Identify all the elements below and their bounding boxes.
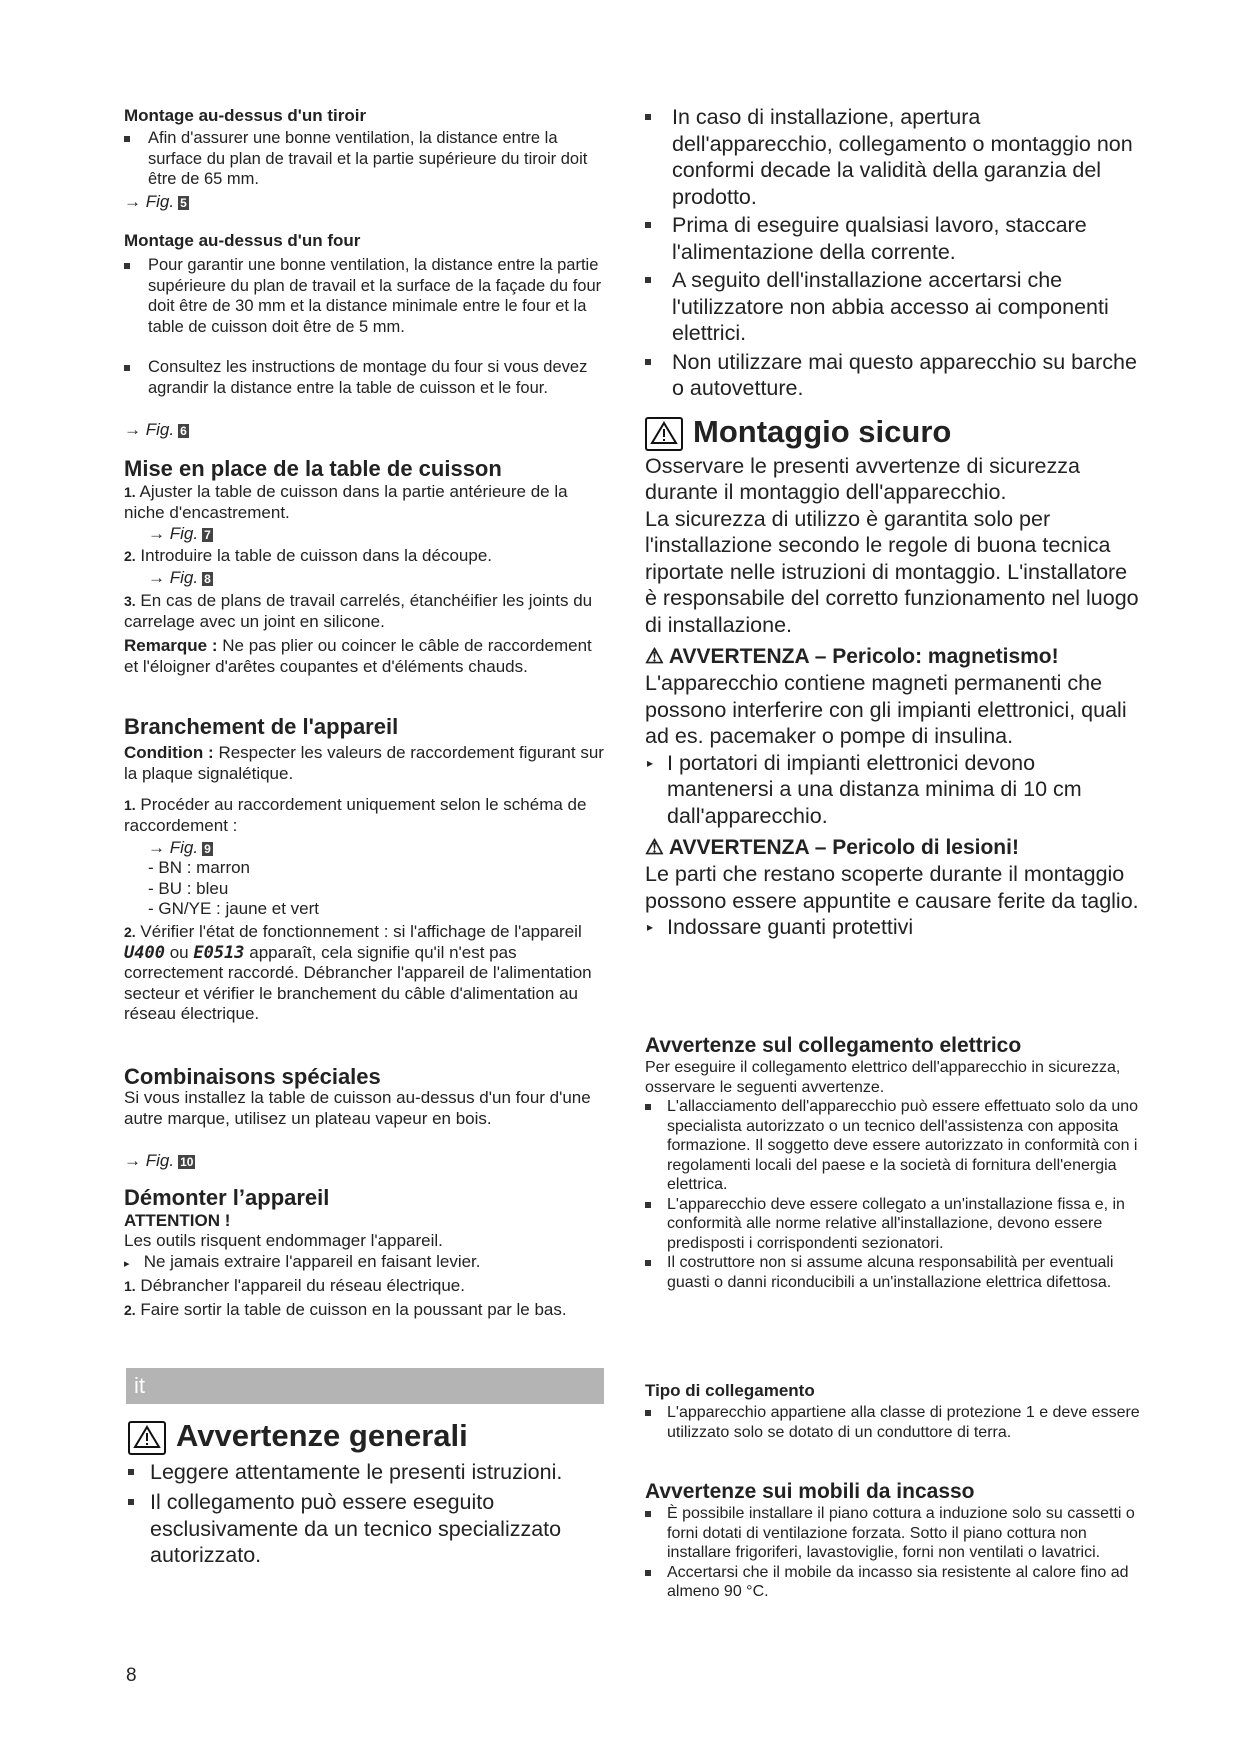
section-title: Avvertenze generali <box>128 1418 604 1455</box>
warning-icon <box>128 1421 166 1455</box>
section-title: Tipo di collegamento <box>645 1381 815 1400</box>
section-title: Mise en place de la table de cuisson <box>124 456 502 481</box>
paragraph: Per eseguire il collegamento elettrico dell'apparecchio in sicurezza, osservare le seguenti avvertenze. <box>645 1059 1121 1096</box>
bullet-item: Non utilizzare mai questo apparecchio su barche o autovetture. <box>645 349 1145 402</box>
language-bar <box>126 1368 604 1404</box>
bullet-item: È possibile installare il piano cottura a induzione solo su cassetti o forni dotati di ventilazione forzata. Sotto il piano cottura non installare frigoriferi, lavastoviglie, forni non ventilati o lavatrici. <box>645 1504 1140 1563</box>
attention-label: ATTENTION ! <box>124 1211 231 1230</box>
fig-ref: → Fig. 10 <box>124 1151 194 1170</box>
bullet-item: L'allacciamento dell'apparecchio può essere effettuato solo da uno specialista autorizzato o un tecnico dell'assistenza con apposita formazione. Il soggetto deve essere autorizzato in conformità con i regolamenti locali del paese e la società di fornitura dell'energia elettrica. <box>645 1097 1140 1195</box>
paragraph: Osservare le presenti avvertenze di sicurezza durante il montaggio dell'apparecchio. <box>645 453 1080 505</box>
warning-triangle-icon: ⚠ <box>645 836 664 860</box>
bullet-item: Il collegamento può essere eseguito esclusivamente da un tecnico specializzato autorizzato. <box>128 1489 604 1569</box>
bullet-item: Pour garantir une bonne ventilation, la distance entre la partie supérieure du plan de travail et la surface de la façade du four doit être de 30 mm et la distance minimale entre le four et la table de cuisson doit être de 5 mm. <box>124 255 604 337</box>
page-number: 8 <box>126 1665 137 1686</box>
wire-color: - BU : bleu <box>148 879 229 898</box>
fig-ref: → Fig. 7 <box>148 524 211 543</box>
section-title: Montage au-dessus d'un four <box>124 231 361 250</box>
it-section <box>128 1418 604 1569</box>
warning-heading: ⚠ AVVERTENZA – Pericolo di lesioni! <box>645 836 1019 860</box>
section-title: Branchement de l'appareil <box>124 714 399 739</box>
bullet-item: Afin d'assurer une bonne ventilation, la distance entre la surface du plan de travail et la partie supérieure du tiroir doit être de 65 mm. <box>124 128 604 190</box>
fig-ref: → Fig. 9 <box>148 838 211 857</box>
note: Remarque : Ne pas plier ou coincer le câble de raccordement et l'éloigner d'arêtes coupantes et d'éléments chauds. <box>124 636 592 676</box>
arrow-icon: ▸ <box>647 920 654 935</box>
action-item: ▸ Indossare guanti protettivi <box>647 915 914 940</box>
bullet-item: A seguito dell'installazione accertarsi che l'utilizzatore non abbia accesso ai componenti elettrici. <box>645 267 1145 347</box>
list-item: 1. Procéder au raccordement uniquement selon le schéma de raccordement : <box>124 795 587 835</box>
list-item: 2. Introduire la table de cuisson dans la découpe. <box>124 546 492 565</box>
paragraph: La sicurezza di utilizzo è garantita solo per l'installazione secondo le regole di buona tecnica riportate nelle istruzioni di montaggio. L'installatore è responsabile del corretto funzionamento nel luogo di installazione. <box>645 506 1139 637</box>
list-item: 1. Débrancher l'appareil du réseau électrique. <box>124 1276 465 1295</box>
display-code: U400 <box>124 942 165 963</box>
section-title: Démonter l’appareil <box>124 1185 330 1210</box>
electric-section <box>645 1034 1140 1292</box>
paragraph: Le parti che restano scoperte durante il montaggio possono essere appuntite e causare ferite da taglio. <box>645 862 1139 913</box>
list-item: 2. Vérifier l'état de fonctionnement : si l'affichage de l'appareil U400 ou E0513 apparaît, cela signifie qu'il n'est pas correctement raccordé. Débrancher l'appareil de l'alimentation secteur et vérifier le branchement du câble d'alimentation au réseau électrique. <box>124 922 592 1023</box>
list-item: 3. En cas de plans de travail carrelés, étanchéifier les joints du carrelage avec un joint en silicone. <box>124 591 593 631</box>
warning-triangle-icon: ⚠ <box>645 645 664 669</box>
montaggio-section <box>645 414 1145 941</box>
display-code: E0513 <box>193 942 245 963</box>
paragraph: Si vous installez la table de cuisson au-dessus d'un four d'une autre marque, utilisez un plateau vapeur en bois. <box>124 1088 591 1128</box>
paragraph: Les outils risquent endommager l'appareil. <box>124 1231 443 1250</box>
arrow-icon: ▸ <box>647 755 654 770</box>
action-item: ▸ I portatori di impianti elettronici devono mantenersi a una distanza minima di 10 cm dall'apparecchio. <box>647 750 1082 828</box>
bullet-item: L'apparecchio deve essere collegato a un'installazione fissa e, in conformità alle norme relative all'installazione, devono essere predisposti i corrispondenti sezionatori. <box>645 1195 1140 1254</box>
incasso-section <box>645 1480 1140 1602</box>
list-item: 2. Faire sortir la table de cuisson en la poussant par le bas. <box>124 1300 567 1319</box>
section-title: Combinaisons spéciales <box>124 1064 381 1089</box>
warning-icon <box>645 417 683 451</box>
bullet-item: Leggere attentamente le presenti istruzioni. <box>128 1459 604 1486</box>
bullet-group <box>645 104 1145 402</box>
section-title: Avvertenze sul collegamento elettrico <box>645 1034 1022 1057</box>
condition: Condition : Respecter les valeurs de raccordement figurant sur la plaque signalétique. <box>124 743 604 783</box>
language-code: it <box>134 1373 145 1398</box>
bullet-item: L'apparecchio appartiene alla classe di protezione 1 e deve essere utilizzato solo se dotato di un conduttore di terra. <box>645 1403 1140 1442</box>
bullet-item: Accertarsi che il mobile da incasso sia resistente al calore fino ad almeno 90 °C. <box>645 1563 1140 1602</box>
list-item: 1. Ajuster la table de cuisson dans la partie antérieure de la niche d'encastrement. <box>124 482 568 522</box>
tipo-section <box>645 1381 1140 1442</box>
bullet-item: Il costruttore non si assume alcuna responsabilità per eventuali guasti o danni riconducibili a un'installazione elettrica difettosa. <box>645 1253 1140 1292</box>
wire-color: - GN/YE : jaune et vert <box>148 899 320 918</box>
warning-heading: ⚠ AVVERTENZA – Pericolo: magnetismo! <box>645 645 1059 669</box>
section-title: Montaggio sicuro <box>645 414 1145 451</box>
action-item: ▸ Ne jamais extraire l'appareil en faisant levier. <box>124 1252 481 1271</box>
wire-color: - BN : marron <box>148 858 251 877</box>
section-title: Montage au-dessus d'un tiroir <box>124 106 367 125</box>
fig-ref: → Fig. 6 <box>124 420 187 439</box>
bullet-item: Prima di eseguire qualsiasi lavoro, staccare l'alimentazione della corrente. <box>645 212 1145 265</box>
fig-ref: → Fig. 8 <box>148 568 211 587</box>
fig-ref: → Fig. 5 <box>124 192 187 211</box>
section-title: Avvertenze sui mobili da incasso <box>645 1480 975 1503</box>
paragraph: L'apparecchio contiene magneti permanenti che possono interferire con gli impianti elettronici, quali ad es. pacemaker o pompe di insulina. <box>645 671 1127 749</box>
bullet-item: In caso di installazione, apertura dell'apparecchio, collegamento o montaggio non conformi decade la validità della garanzia del prodotto. <box>645 104 1145 210</box>
bullet-item: Consultez les instructions de montage du four si vous devez agrandir la distance entre la table de cuisson et le four. <box>124 357 604 398</box>
